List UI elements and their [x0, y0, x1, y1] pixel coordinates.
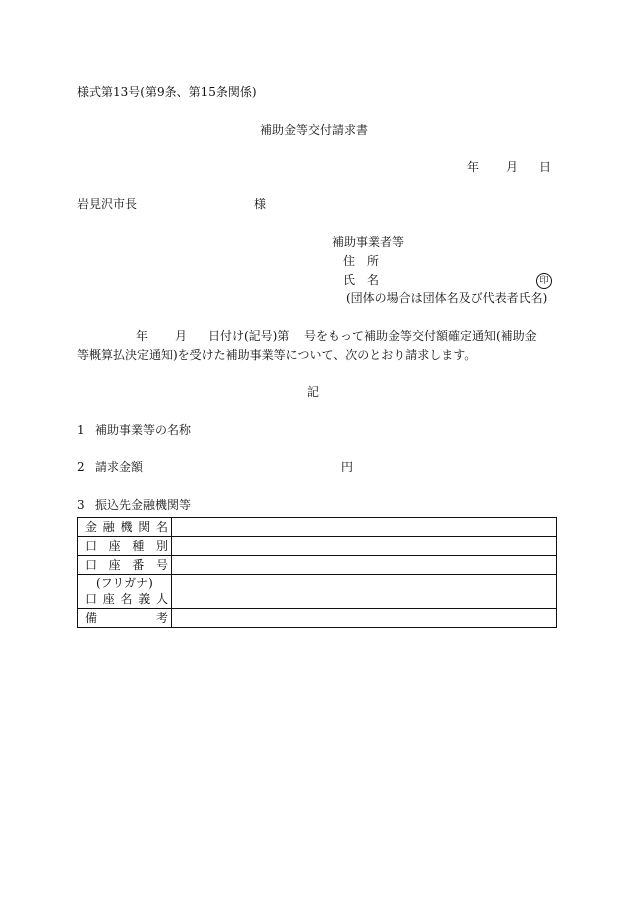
date-year-label: 年 [467, 160, 480, 174]
organization-note: (団体の場合は団体名及び代表者氏名) [346, 291, 548, 305]
account-holder-label: (フリガナ) 口 座 名 義 人 [78, 575, 172, 609]
item-2-unit: 円 [341, 460, 354, 474]
date-day-label: 日 [539, 160, 552, 174]
ki-heading: 記 [307, 385, 320, 399]
account-type-value-cell[interactable] [172, 537, 557, 556]
bank-account-table [77, 517, 557, 628]
address-label: 住 所 [343, 254, 380, 268]
remarks-value-cell[interactable] [172, 609, 557, 628]
table-row-account-number [78, 556, 557, 575]
item-2-label: 請求金額 [95, 460, 144, 474]
item-3-number: 3 [77, 498, 85, 512]
account-number-label: 口 座 番 号 [78, 556, 172, 575]
account-holder-value-cell[interactable] [172, 575, 557, 609]
table-row-account-type [78, 537, 557, 556]
item-2-number: 2 [77, 460, 85, 474]
applicant-heading: 補助事業者等 [332, 235, 405, 249]
body-month: 月 [175, 329, 188, 343]
account-number-value-cell[interactable] [172, 556, 557, 575]
remarks-label: 備 考 [78, 609, 172, 628]
body-year: 年 [136, 329, 149, 343]
body-date-text: 日付け(記号)第 [208, 329, 290, 343]
body-line1-rest: 号をもって補助金等交付額確定通知(補助金 [304, 329, 537, 343]
name-label: 氏 名 [343, 273, 380, 287]
date-month-label: 月 [506, 160, 519, 174]
document-title: 補助金等交付請求書 [260, 123, 369, 137]
seal-mark: 印 [536, 273, 552, 289]
table-row-account-holder [78, 575, 557, 609]
institution-value-cell[interactable] [172, 518, 557, 537]
account-type-label: 口 座 種 別 [78, 537, 172, 556]
addressee-name: 岩見沢市長 [77, 197, 138, 211]
table-row-institution [78, 518, 557, 537]
furigana-label: (フリガナ) [96, 576, 153, 590]
item-1-number: 1 [77, 423, 85, 437]
institution-label: 金 融 機 関 名 [78, 518, 172, 537]
table-row-remarks [78, 609, 557, 628]
addressee-honorific: 様 [254, 197, 267, 211]
form-number: 様式第13号(第9条、第15条関係) [77, 85, 257, 99]
item-3-label: 振込先金融機関等 [95, 498, 192, 512]
body-line2: 等概算払決定通知)を受けた補助事業等について、次のとおり請求します。 [77, 348, 477, 362]
item-1-label: 補助事業等の名称 [95, 423, 192, 437]
